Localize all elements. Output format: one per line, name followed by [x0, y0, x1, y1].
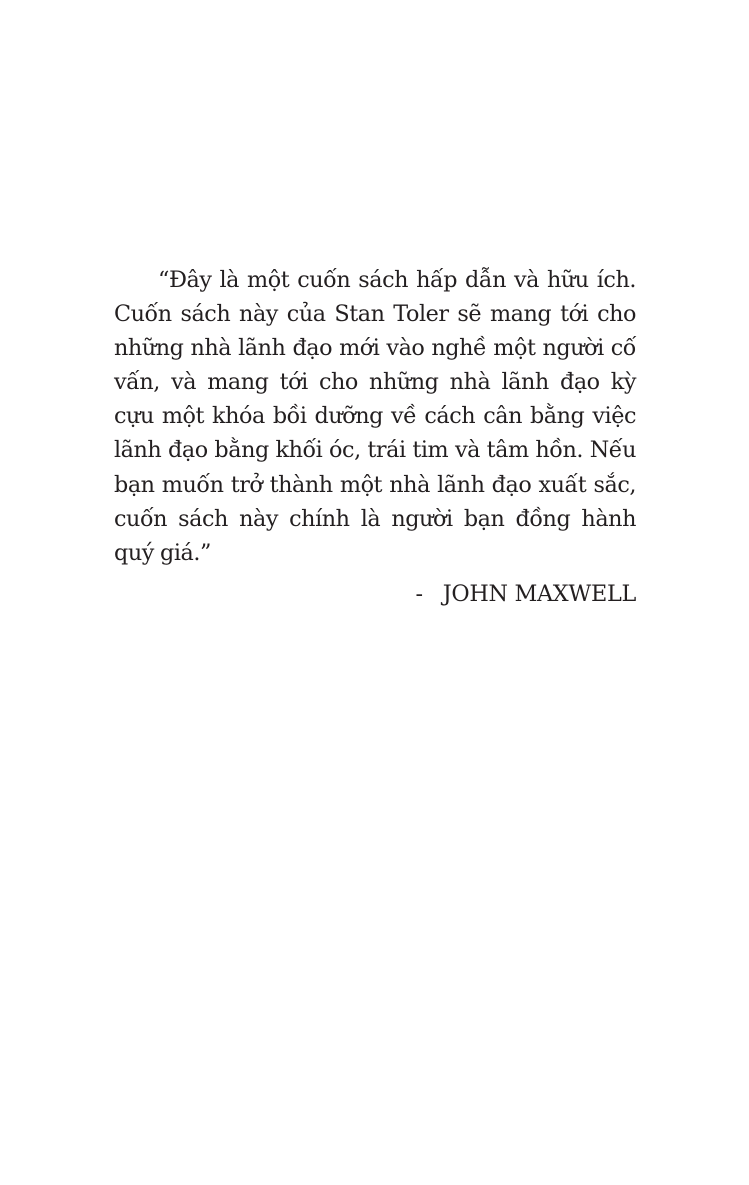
attribution-dash: -: [415, 580, 423, 607]
quote-attribution: [114, 577, 636, 611]
attribution-author: JOHN MAXWELL: [442, 580, 636, 607]
endorsement-quote-text: “Đây là một cuốn sách hấp dẫn và hữu ích. Cuốn sách này của Stan Toler sẽ mang tới cho những nhà lãnh đạo mới vào nghề một người cố vấn, và mang tới cho những nhà lãnh đạo kỳ cựu một khóa bồi dưỡng về cách cân bằng việc lãnh đạo bằng khối óc, trái tim và tâm hồn. Nếu bạn muốn trở thành một nhà lãnh đạo xuất sắc, cuốn sách này chính là người bạn đồng hành quý giá.”: [114, 267, 636, 566]
endorsement-quote-block: [114, 263, 636, 611]
